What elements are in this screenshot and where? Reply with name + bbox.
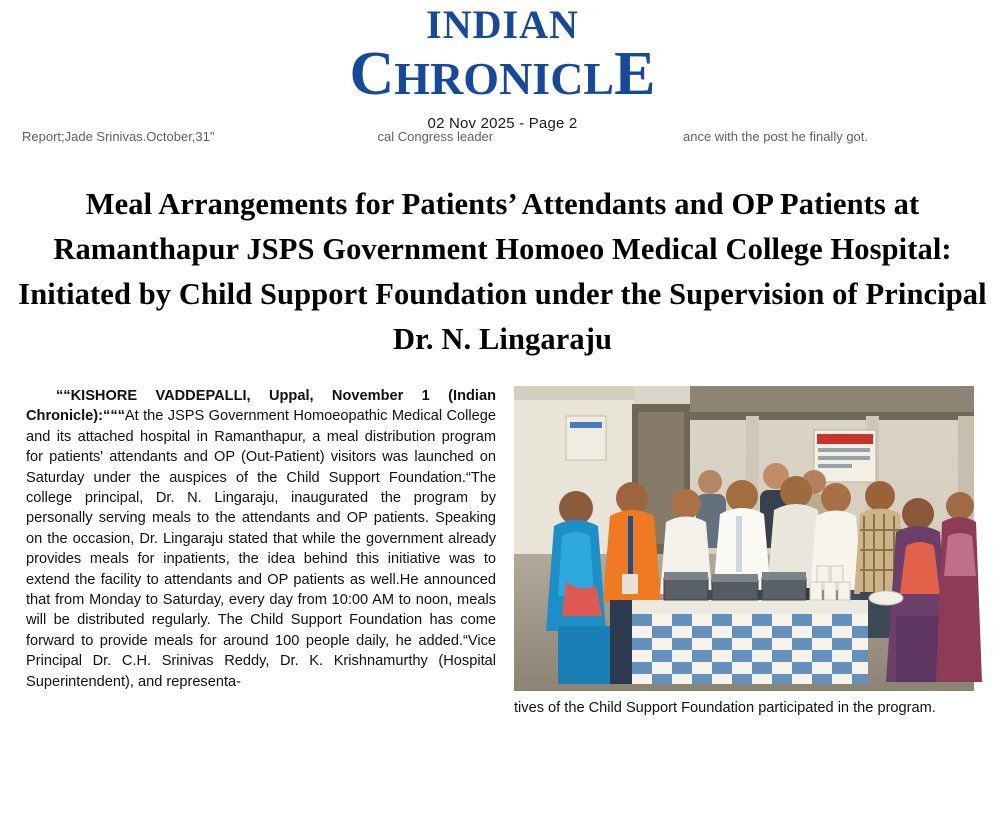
issue-date-page: 02 Nov 2025 - Page 2: [427, 115, 578, 132]
clipped-column-3: ance with the post he finally got.: [683, 129, 869, 144]
photo-caption: tives of the Child Support Foundation participated in the program.: [514, 700, 936, 716]
masthead-title-line2: [0, 40, 1005, 109]
clipped-column-1: Report;Jade Srinivas.October,31": [22, 129, 215, 144]
clipped-text-strip: [0, 129, 1005, 152]
article-photo-column: [514, 386, 983, 718]
photo-illustration: [514, 386, 974, 691]
article-byline: ““KISHORE VADDEPALLI, Uppal, November 1 (Indian Chronicle):“““: [26, 388, 496, 425]
article-paragraph: [26, 386, 496, 692]
masthead-line2-initial: C: [349, 40, 395, 108]
article-text-column: [26, 386, 496, 692]
clipped-column-2: cal Congress leader: [377, 129, 494, 144]
masthead-line2-body: HRONICL: [394, 53, 615, 104]
masthead-title-line1: INDIAN: [426, 2, 579, 47]
masthead: [0, 0, 1005, 132]
article-content: [0, 386, 1005, 718]
masthead-line2-final: E: [614, 40, 656, 108]
article-body-text: At the JSPS Government Homoeopathic Medical College and its attached hospital in Ramanthapur, a meal distribution program for patients' attendants and OP (Out-Patient) visitors was launched on Saturday under the auspices of the Child Support Foundation.“The college principal, Dr. N. Lingaraju, inaugurated the program by personally serving meals to the attendants and OP patients. Speaking on the occasion, Dr. Lingaraju stated that while the government already provides meals for inpatients, the idea behind this initiative was to extend the facility to attendants and OP patients as well.He announced that from Monday to Saturday, every day from 10:00 AM to noon, meals will be distributed regularly. The Child Support Foundation has come forward to provide meals for around 100 people daily, he added.“Vice Principal Dr. C.H. Srinivas Reddy, Dr. K. Krishnamurthy (Hospital Superintendent), and representa-: [26, 408, 496, 690]
article-headline: Meal Arrangements for Patients’ Attendants and OP Patients at Ramanthapur JSPS Government Homoeo Medical College Hospital: Initiated by Child Support Foundation under the Supervision of Principal Dr. N. Lingaraju: [18, 187, 987, 356]
meal-distribution-photo: [514, 386, 974, 691]
